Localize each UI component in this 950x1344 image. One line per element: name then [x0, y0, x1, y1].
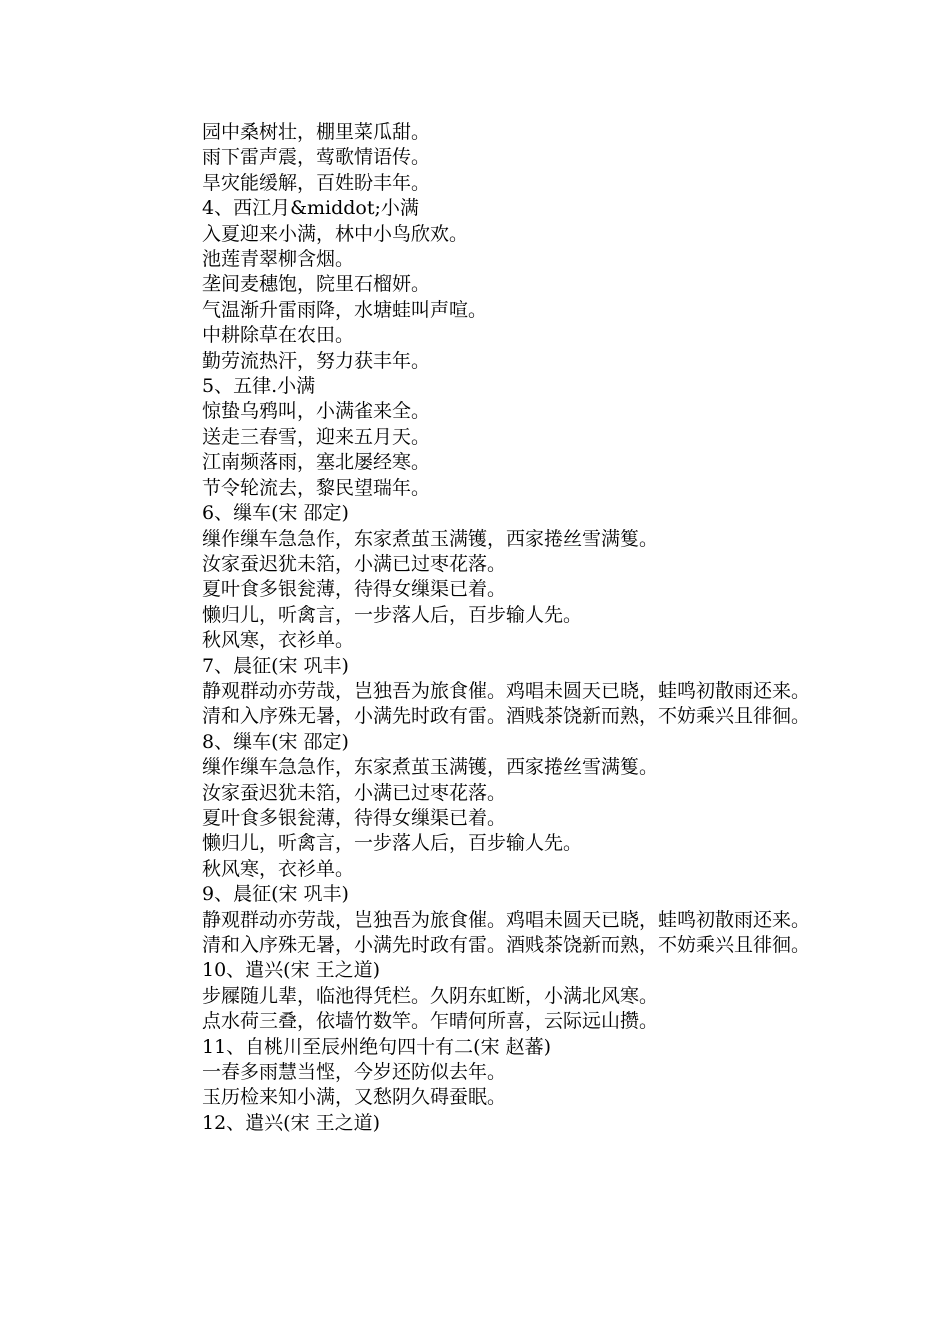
document-body — [145, 120, 810, 1136]
paragraph: 12、遣兴(宋 王之道) — [202, 1111, 381, 1134]
paragraph: 懒归儿，听禽言，一步落人后，百步输人先。 — [202, 832, 583, 855]
paragraph: 缫作缫车急急作，东家煮茧玉满镬，西家捲丝雪满篗。 — [202, 756, 659, 779]
paragraph: 中耕除草在农田。 — [202, 324, 355, 347]
paragraph: 秋风寒，衣衫单。 — [202, 857, 355, 880]
paragraph: 秋风寒，衣衫单。 — [202, 629, 355, 652]
paragraph: 惊蛰乌鸦叫，小满雀来全。 — [202, 400, 431, 423]
paragraph: 垄间麦穗饱，院里石榴妍。 — [202, 273, 431, 296]
paragraph: 6、缫车(宋 邵定) — [202, 502, 349, 525]
paragraph: 10、遣兴(宋 王之道) — [202, 959, 381, 982]
paragraph: 入夏迎来小满，林中小鸟欣欢。 — [202, 222, 469, 245]
paragraph: 汝家蚕迟犹未箔，小满已过枣花落。 — [202, 552, 507, 575]
paragraph: 7、晨征(宋 巩丰) — [202, 654, 349, 677]
paragraph: 点水荷三叠，依墙竹数竿。乍晴何所喜，云际远山攒。 — [202, 1010, 659, 1033]
paragraph: 步屧随儿辈，临池得凭栏。久阴东虹断，小满北风寒。 — [202, 984, 659, 1007]
paragraph: 池莲青翠柳含烟。 — [202, 248, 355, 271]
paragraph: 旱灾能缓解，百姓盼丰年。 — [202, 171, 431, 194]
paragraph: 江南频落雨，塞北屡经寒。 — [202, 451, 431, 474]
paragraph: 汝家蚕迟犹未箔，小满已过枣花落。 — [202, 781, 507, 804]
paragraph: 清和入序殊无暑，小满先时政有雷。酒贱茶饶新而熟，不妨乘兴且徘徊。 — [202, 934, 811, 956]
paragraph: 夏叶食多银瓮薄，待得女缫渠已着。 — [202, 806, 507, 829]
paragraph: 11、自桃川至辰州绝句四十有二(宋 赵蕃) — [202, 1035, 552, 1058]
paragraph: 气温渐升雷雨降，水塘蛙叫声喧。 — [202, 298, 488, 321]
paragraph: 静观群动亦劳哉，岂独吾为旅食催。鸡唱未圆天已晓，蛙鸣初散雨还来。 — [202, 908, 811, 931]
paragraph: 懒归儿，听禽言，一步落人后，百步输人先。 — [202, 603, 583, 626]
paragraph: 5、五律.小满 — [202, 375, 316, 398]
paragraph: 送走三春雪，迎来五月天。 — [202, 425, 431, 448]
paragraph: 清和入序殊无暑，小满先时政有雷。酒贱茶饶新而熟，不妨乘兴且徘徊。 — [202, 705, 811, 728]
paragraph: 园中桑树壮，棚里菜瓜甜。 — [202, 121, 431, 143]
paragraph: 节令轮流去，黎民望瑞年。 — [202, 476, 431, 499]
paragraph: 夏叶食多银瓮薄，待得女缫渠已着。 — [202, 578, 507, 601]
paragraph: 缫作缫车急急作，东家煮茧玉满镬，西家捲丝雪满篗。 — [202, 527, 659, 550]
paragraph: 静观群动亦劳哉，岂独吾为旅食催。鸡唱未圆天已晓，蛙鸣初散雨还来。 — [202, 679, 811, 702]
paragraph: 8、缫车(宋 邵定) — [202, 730, 349, 753]
paragraph: 9、晨征(宋 巩丰) — [202, 883, 349, 906]
paragraph: 雨下雷声震，莺歌情语传。 — [202, 146, 431, 169]
paragraph: 4、西江月&middot;小满 — [202, 197, 419, 220]
paragraph: 勤劳流热汗，努力获丰年。 — [202, 349, 431, 372]
paragraph: 一春多雨慧当悭，今岁还防似去年。 — [202, 1061, 507, 1084]
paragraph: 玉历检来知小满，又愁阴久碍蚕眠。 — [202, 1086, 507, 1109]
